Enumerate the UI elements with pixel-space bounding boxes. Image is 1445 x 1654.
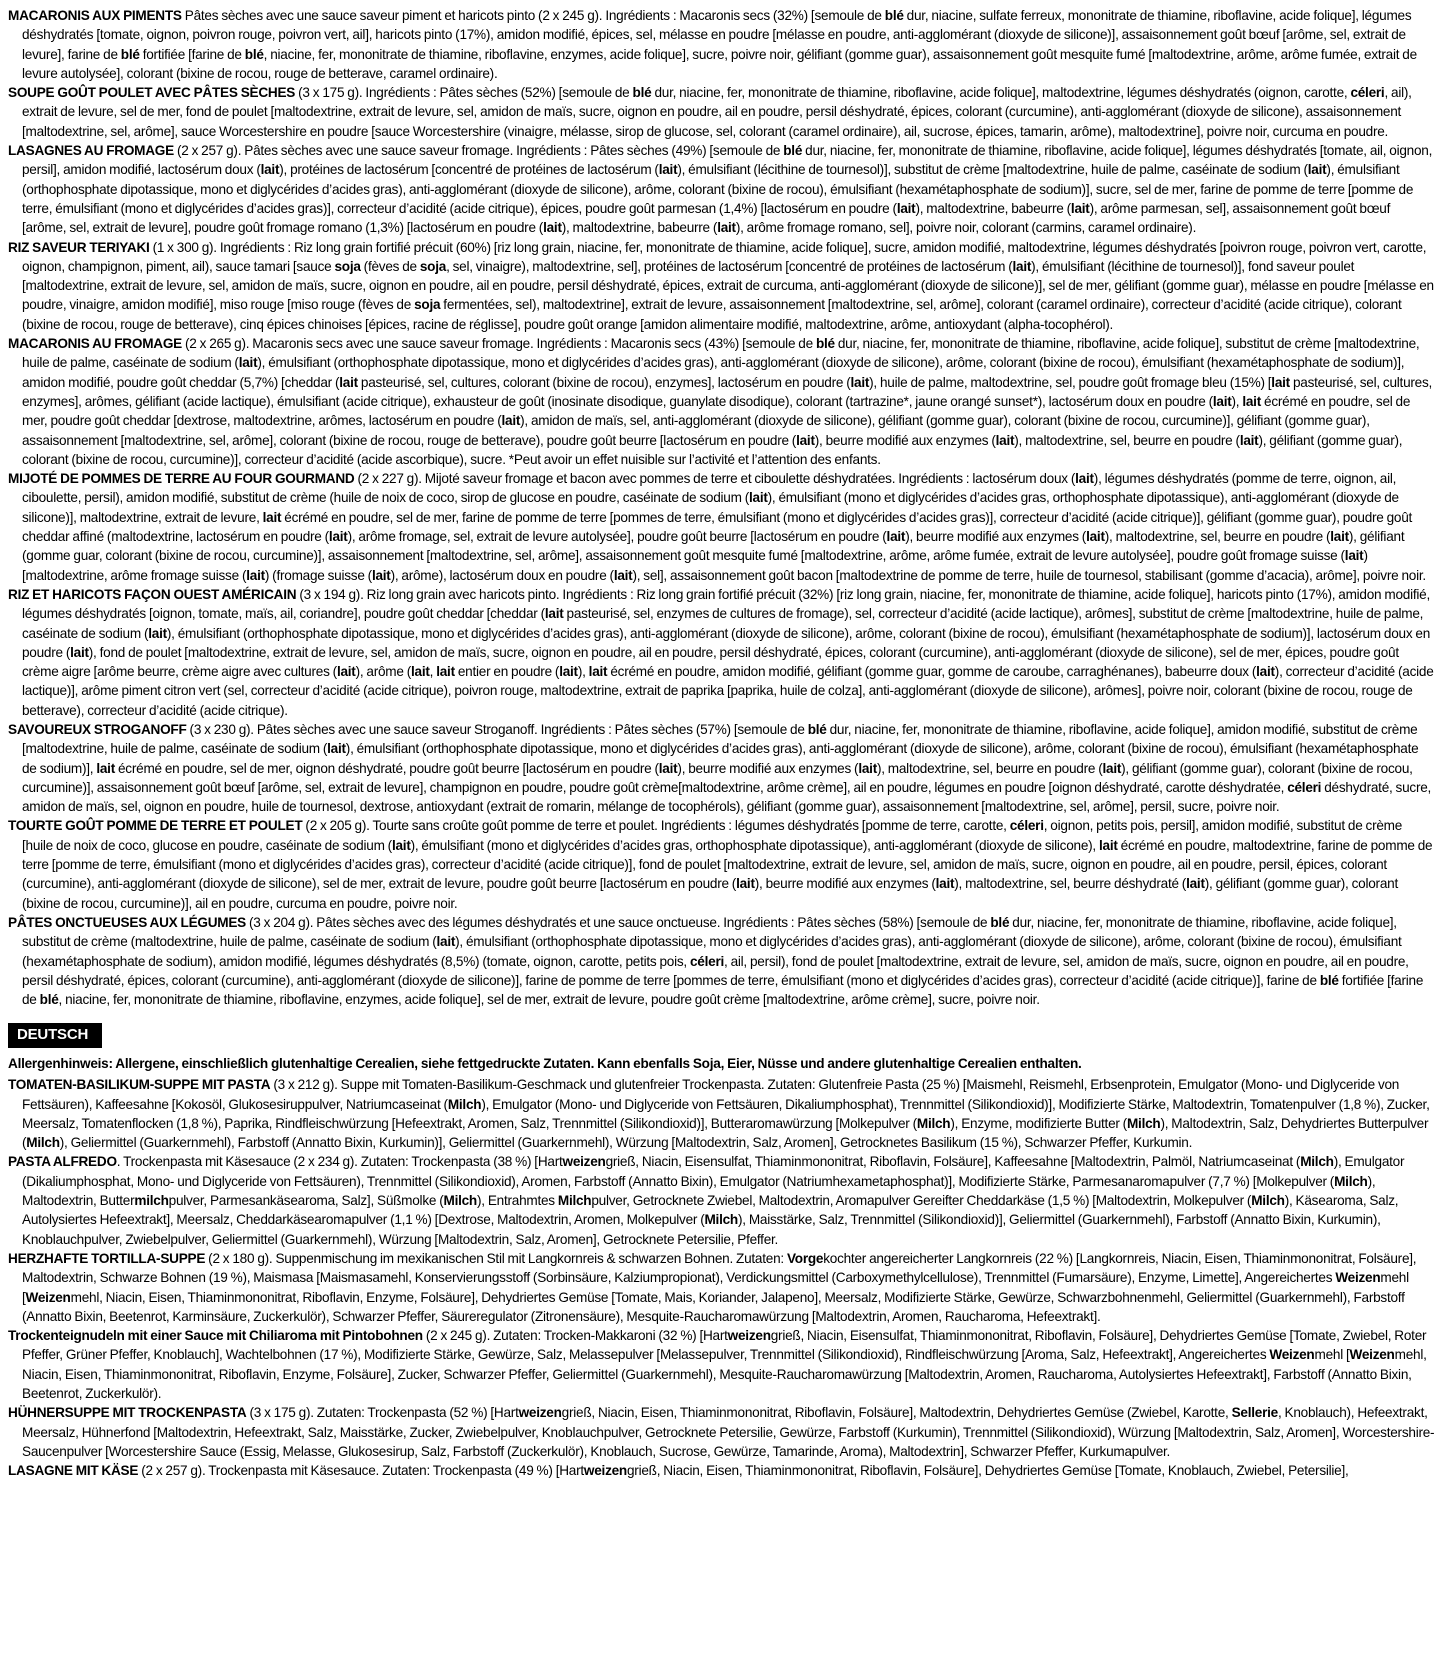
allergen-bold: lait	[1075, 471, 1094, 487]
product-title: SOUPE GOÛT POULET AVEC PÂTES SÈCHES	[8, 85, 296, 101]
allergen-bold: Milch	[26, 1135, 60, 1151]
product-title: RIZ ET HARICOTS FAÇON OUEST AMÉRICAIN	[8, 586, 297, 602]
product-paragraph: SAVOUREUX STROGANOFF (3 x 230 g). Pâtes sèches avec une sauce saveur Stroganoff. Ingrédients : Pâtes sèches (57%) [semoule de blé dur, niacine, fer, mononitrate de thiamine, riboflavine, acide folique], amidon modifié, substitut de crème [maltodextrine, huile de palme, caséinate de sodium (lait), émulsifiant (orthophosphate dipotassique, mono et diglycérides d’acides gras), anti-agglomérant (dioxyde de silicone), arôme, colorant (bixine de rocou), émulsifiant (hexamétaphosphate de sodium)], lait écrémé en poudre, sel de mer, oignon déshydraté, poudre goût beurre [lactosérum en poudre (lait), beurre modifié aux enzymes (lait), maltodextrine, sel, beurre en poudre (lait), gélifiant (gomme guar), colorant (bixine de rocou, curcumine)], assaisonnement goût bœuf [arôme, sel, extrait de levure], champignon en poudre, poudre goût crème[maltodextrine, arôme crème], ail en poudre, légumes en poudre [oignon déshydraté, carotte déshydratée, céleri déshydraté, sucre, amidon de maïs, sel, oignon en poudre, huile de tournesol, dextrose, antioxydant (extrait de romarin, mélange de tocophérols), gélifiant (gomme guar), assaisonnement [maltodextrine, sel, arôme], persil, sucre, poivre noir.	[8, 721, 1432, 815]
allergen-bold: soja	[419, 258, 447, 274]
product-title: SAVOUREUX STROGANOFF	[8, 721, 187, 737]
product-paragraph: TOURTE GOÛT POMME DE TERRE ET POULET (2 x 205 g). Tourte sans croûte goût pomme de terre et poulet. Ingrédients : légumes déshydratés [pomme de terre, carotte, céleri, oignon, petits pois, persil], amidon modifié, substitut de crème [huile de noix de coco, glucose en poudre, caséinate de sodium (lait), émulsifiant (mono et diglycérides d’acides gras, orthophosphate dipotassique), anti-agglomérant (dioxyde de silicone), lait écrémé en poudre, maltodextrine, farine de pomme de terre [pomme de terre, émulsifiant (mono et diglycérides d’acides gras), correcteur d’acidité (acide citrique)], fond de poulet [maltodextrine, extrait de levure, sel, amidon de maïs, sucre, oignon en poudre, ail en poudre, persil, épices, colorant (curcumine), anti-agglomérant (dioxyde de silicone), sel de mer, extrait de levure, poudre goût beurre [lactosérum en poudre (lait), beurre modifié aux enzymes (lait), maltodextrine, sel, beurre déshydraté (lait), gélifiant (gomme guar), colorant (bixine de rocou, curcumine)], ail en poudre, curcuma en poudre, poivre noir.	[8, 818, 1433, 911]
allergen-bold: lait	[995, 432, 1015, 448]
allergen-bold: Sellerie	[1231, 1405, 1278, 1421]
allergen-bold: lait	[935, 876, 955, 892]
allergen-bold: lait	[1212, 393, 1232, 409]
allergen-bold: lait	[1086, 529, 1105, 545]
allergen-bold: lait	[1271, 374, 1290, 390]
allergen-bold: lait	[436, 664, 455, 680]
product-paragraph: MACARONIS AUX PIMENTS Pâtes sèches avec une sauce saveur piment et haricots pinto (2 x 245 g). Ingrédients : Macaronis secs (32%) [semoule de blé dur, niacine, sulfate ferreux, mononitrate de thiamine, riboflavine, acide folique], légumes déshydratés [tomate, oignon, poivron rouge, poivron vert, ail], haricots pinto (17%), amidon modifié, épices, sel, mélasse en poudre [mélasse en poudre, anti-agglomérant (dioxyde de silicone)], assaisonnement goût bœuf [arôme, sel, extrait de levure], farine de blé fortifiée [farine de blé, niacine, fer, mononitrate de thiamine, riboflavine, enzymes, acide folique], sucre, poivre noir, gélifiant (gomme guar), assaisonnement goût mesquite fumé [maltodextrine, arôme, arôme fumée, extrait de levure autolysée], colorant (bixine de rocou, rouge de betterave, caramel ordinaire).	[8, 8, 1417, 81]
allergen-bold: lait	[886, 529, 906, 545]
allergen-bold: blé	[39, 992, 59, 1008]
allergen-bold: soja	[414, 297, 441, 313]
product-paragraph: HERZHAFTE TORTILLA-SUPPE (2 x 180 g). Suppenmischung im mexikanischen Stil mit Langkornreis & schwarzen Bohnen. Zutaten: Vorgekochter angereicherter Langkornreis (22 %) [Langkornreis, Niacin, Eisen, Thiaminmononitrat, Folsäure], Maltodextrin, Schwarze Bohnen (19 %), Maismasa [Maismasamehl, Konservierungsstoff (Sorbinsäure, Kalziumpropionat), Verdickungsmittel (Carboxymethylcellulose), Trennmittel (Fumarsäure), Enzyme, Limette], Angereichertes Weizenmehl [Weizenmehl, Niacin, Eisen, Thiaminmononitrat, Riboflavin, Enzyme, Folsäure], Dehydriertes Gemüse [Tomate, Mais, Koriander, Jalapeno], Meersalz, Modifizierte Stärke, Gewürze, Schwarzbohnenmehl, Geliermittel (Guarkernmehl), Farbstoff (Annatto Bixin, Beetenrot, Karminsäure, Zuckerkulör), Schwarzer Pfeffer, Säureregulator (Zitronensäure), Mesquite-Raucharomawürzung [Maltodextrin, Aromen, Raucharoma, Hefeextrakt].	[8, 1250, 1417, 1324]
allergen-bold: lait	[262, 509, 282, 525]
allergen-bold: lait	[543, 220, 562, 236]
product-paragraph: LASAGNES AU FROMAGE (2 x 257 g). Pâtes sèches avec une sauce saveur fromage. Ingrédients : Pâtes sèches (49%) [semoule de blé dur, niacine, fer, mononitrate de thiamine, riboflavine, acide folique], légumes déshydratés [tomate, ail, oignon, persil], amidon modifié, lactosérum doux (lait), protéines de lactosérum [concentré de protéines de lactosérum (lait), émulsifiant (lécithine de tournesol)], substitut de crème [maltodextrine, huile de palme, caséinate de sodium (lait), émulsifiant (orthophosphate dipotassique, mono et diglycérides d’acides gras), anti-agglomérant (dioxyde de silicone), arôme, colorant (bixine de rocou), émulsifiant (hexamétaphosphate de sodium)], sucre, sel de mer, farine de pomme de terre [pomme de terre, émulsifiant (mono et diglycérides d’acides gras)], correcteur d’acidité (acide citrique), épices, poudre goût parmesan (1,4%) [lactosérum en poudre (lait), maltodextrine, babeurre (lait), arôme parmesan, sel], assaisonnement goût bœuf [arôme, sel, extrait de levure], poudre goût fromage romano (1,3%) [lactosérum en poudre (lait), maltodextrine, babeurre (lait), arôme fromage romano, sel], poivre noir, colorant (carmins, caramel ordinaire).	[8, 143, 1433, 236]
product-paragraph: SOUPE GOÛT POULET AVEC PÂTES SÈCHES (3 x 175 g). Ingrédients : Pâtes sèches (52%) [semoule de blé dur, niacine, fer, mononitrate de thiamine, riboflavine, acide folique], maltodextrine, légumes déshydratés (oignon, carotte, céleri, ail), extrait de levure, sel de mer, fond de poulet [maltodextrine, extrait de levure, sel, amidon de maïs, sucre, oignon en poudre, ail en poudre, persil déshydraté, épices, colorant (curcumine), anti-agglomérant (dioxyde de silicone), assaisonnement [maltodextrine, sel, arôme], sauce Worcestershire en poudre [sauce Worcestershire (vinaigre, mélasse, sirop de glucose, sel, colorant (caramel ordinaire), ail, sucrose, épices, tamarin, arôme), maltodextrine], poivre noir, curcuma en poudre.	[8, 85, 1412, 139]
product-title: TOURTE GOÛT POMME DE TERRE ET POULET	[8, 818, 303, 834]
allergen-bold: milch	[134, 1193, 169, 1209]
allergen-bold: lait	[748, 490, 768, 506]
allergen-bold: weizen	[562, 1154, 606, 1170]
allergen-bold: lait	[260, 162, 280, 178]
allergen-bold: lait	[96, 760, 115, 776]
allergen-bold: lait	[1012, 258, 1032, 274]
allergen-bold: blé	[120, 46, 140, 62]
product-paragraph: RIZ SAVEUR TERIYAKI (1 x 300 g). Ingrédients : Riz long grain fortifié précuit (60%) [riz long grain, niacine, fer, mononitrate de thiamine, acide folique], sucre, amidon modifié, maltodextrine, légumes déshydratés [poivron rouge, poivron vert, carotte, oignon, champignon, piment, ail), sauce tamari [sauce soja (fèves de soja, sel, vinaigre), maltodextrine, sel], protéines de lactosérum [concentré de protéines de lactosérum (lait), émulsifiant (lécithine de tournesol)], fond saveur poulet [maltodextrine, extrait de levure, sel, amidon de maïs, sucre, oignon en poudre, ail en poudre, persil déshydraté, épices, extrait de curcuma, anti-agglomérant (dioxyde de silicone)], sel de mer, gélifiant (gomme guar), mélasse en poudre [mélasse en poudre, vinaigre, amidon modifié], miso rouge [miso rouge (fèves de soja fermentées, sel), maltodextrine], extrait de levure, assaisonnement [maltodextrine, sel, arôme], colorant (caramel ordinaire), correcteur d’acidité (acide citrique), colorant (bixine de rocou, rouge de betterave), cinq épices chinoises [épices, racine de réglisse], poudre goût orange [amidon alimentaire modifié, maltodextrine, arôme, antioxydant (alpha-tocophérol).	[8, 239, 1434, 332]
allergen-bold: lait	[658, 162, 678, 178]
product-title: HÜHNERSUPPE MIT TROCKENPASTA	[8, 1405, 247, 1421]
product-title: HERZHAFTE TORTILLA-SUPPE	[8, 1250, 206, 1266]
product-title: TOMATEN-BASILIKUM-SUPPE MIT PASTA	[8, 1077, 271, 1093]
allergen-bold: lait	[339, 374, 358, 390]
product-paragraph: LASAGNE MIT KÄSE (2 x 257 g). Trockenpasta mit Käsesauce. Zutaten: Trockenpasta (49 %) [Hartweizengrieß, Niacin, Eisen, Thiaminmononitrat, Riboflavin, Folsäure], Dehydriertes Gemüse [Tomate, Knoblauch, Zwiebel, Petersilie],	[8, 1463, 1349, 1479]
allergen-bold: lait	[544, 606, 564, 622]
allergen-bold: lait	[658, 760, 678, 776]
allergen-bold: lait	[1098, 837, 1118, 853]
allergen-bold: lait	[148, 625, 167, 641]
allergen-bold: Milch	[447, 1096, 482, 1112]
product-paragraph: MACARONIS AU FROMAGE (2 x 265 g). Macaronis secs avec une sauce saveur fromage. Ingrédients : Macaronis secs (43%) [semoule de blé dur, niacine, fer, mononitrate de thiamine, riboflavine, acide folique], substitut de crème [maltodextrine, huile de palme, caséinate de sodium (lait), émulsifiant (orthophosphate dipotassique, mono et diglycérides d’acides gras), anti-agglomérant (dioxyde de silicone), arôme, colorant (bixine de rocou), émulsifiant (hexamétaphosphate de sodium)], amidon modifié, poudre goût cheddar (5,7%) [cheddar (lait pasteurisé, sel, cultures, colorant (bixine de rocou), enzymes], lactosérum en poudre (lait), huile de palme, maltodextrine, sel, poudre goût fromage bleu (15%) [lait pasteurisé, sel, cultures, enzymes], arômes, gélifiant (acide lactique), émulsifiant (acide citrique), exhausteur de goût (inosinate disodique, guanylate disodique), colorant (tartrazine*, jaune orangé sunset*), lactosérum doux en poudre (lait), lait écrémé en poudre, sel de mer, poudre goût cheddar [dextrose, maltodextrine, arômes, lactosérum en poudre (lait), amidon de maïs, sel, anti-agglomérant (dioxyde de silicone), gélifiant (gomme guar), colorant (bixine de rocou, curcumine)], gélifiant (gomme guar), assaisonnement [maltodextrine, sel, arôme], colorant (bixine de rocou, rouge de betterave), poudre goût beurre [lactosérum en poudre (lait), beurre modifié aux enzymes (lait), maltodextrine, sel, beurre en poudre (lait), gélifiant (gomme guar), colorant (bixine de rocou, curcumine)], correcteur d’acidité (acide ascorbique), sucre. *Peut avoir un effet nuisible sur l’activité et l’attention des enfants.	[8, 336, 1433, 467]
product-title: PASTA ALFREDO	[8, 1154, 117, 1170]
allergen-bold: blé	[815, 336, 835, 352]
product-paragraph: PÂTES ONCTUEUSES AUX LÉGUMES (3 x 204 g). Pâtes sèches avec des légumes déshydratés et une sauce onctueuse. Ingrédients : Pâtes sèches (58%) [semoule de blé dur, niacine, fer, mononitrate de thiamine, riboflavine, acide folique], substitut de crème (maltodextrine, huile de palme, caséinate de sodium (lait), émulsifiant (orthophosphate dipotassique, mono et diglycérides d’acides gras), anti-agglomérant (dioxyde de silicone), arôme, colorant (bixine de rocou), émulsifiant (hexamétaphosphate de sodium), amidon modifié, légumes déshydratés (8,5%) (tomate, oignon, carotte, petits pois, céleri, ail, persil), fond de poulet [maltodextrine, extrait de levure, sel, amidon de maïs, sucre, oignon en poudre, ail en poudre, persil déshydraté, épices, colorant (curcumine), anti-agglomérant (dioxyde de silicone)], farine de pomme de terre [pommes de terre, émulsifiant (mono et diglycérides d’acides gras), correcteur d’acidité (acide citrique)], farine de blé fortifiée [farine de blé, niacine, fer, mononitrate de thiamine, riboflavine, enzymes, acide folique], sel de mer, extrait de levure, poudre goût crème [maltodextrine, arôme crème], sucre, poivre noir.	[8, 914, 1424, 1008]
product-paragraph: RIZ ET HARICOTS FAÇON OUEST AMÉRICAIN (3 x 194 g). Riz long grain avec haricots pinto. Ingrédients : Riz long grain fortifié précuit (32%) [riz long grain, niacine, fer, mononitrate de thiamine, acide folique], haricots pinto (17%), amidon modifié, légumes déshydratés [oignon, tomate, maïs, ail, coriandre], poudre goût cheddar [cheddar (lait pasteurisé, sel, enzymes de cultures de fromage), sel, correcteur d’acidité (acide lactique), arômes], substitut de crème [maltodextrine, huile de palme, caséinate de sodium (lait), émulsifiant (orthophosphate dipotassique, mono et diglycérides d’acides gras), anti-agglomérant (dioxyde de silicone), arôme, colorant (bixine de rocou), émulsifiant (hexamétaphosphate de sodium)], lactosérum doux en poudre (lait), fond de poulet [maltodextrine, extrait de levure, sel, amidon de maïs, sucre, oignon en poudre, ail en poudre, persil déshydraté, épices, colorant (curcumine), anti-agglomérant (dioxyde de silicone), sel de mer, épices, poudre goût crème aigre [arôme beurre, crème aigre avec cultures (lait), arôme (lait, lait entier en poudre (lait), lait écrémé en poudre, amidon modifié, gélifiant (gomme guar, gomme de caroube, carraghénanes), babeurre doux (lait), correcteur d’acidité (acide lactique)], arôme piment citron vert (sel, correcteur d’acidité (acide citrique), poivron rouge, maltodextrine, extrait de paprika [paprika, huile de colza], anti-agglomérant (dioxyde de silicone), arômes], poivre noir, colorant (bixine de rocou, rouge de betterave), correcteur d’acidité (acide citrique).	[8, 586, 1434, 718]
allergen-bold: céleri	[689, 953, 725, 969]
allergen-bold: Weizen	[1349, 1347, 1395, 1363]
product-paragraph: PASTA ALFREDO. Trockenpasta mit Käsesauce (2 x 234 g). Zutaten: Trockenpasta (38 %) [Hartweizengrieß, Niacin, Eisensulfat, Thiaminmononitrat, Riboflavin, Folsäure], Kaffeesahne [Maltodextrin, Palmöl, Natriumcaseinat (Milch), Emulgator (Dikaliumphosphat, Mono- und Diglyceride von Fettsäuren), Trennmittel (Silikondioxid), Aromen, Farbstoff (Annatto Bixin), Emulgator (Natriumhexametaphosphat)], Modifizierte Stärke, Parmesanaromapulver (7,7 %) [Molkepulver (Milch), Maltodextrin, Buttermilchpulver, Parmesankäsearoma, Salz], Süßmolke (Milch), Entrahmtes Milchpulver, Getrocknete Zwiebel, Maltodextrin, Aromapulver Gereifter Cheddarkäse (1,5 %) [Maltodextrin, Molkepulver (Milch), Käsearoma, Salz, Autolysiertes Hefeextrakt], Meersalz, Cheddarkäsearomapulver (1,1 %) [Dextrose, Maltodextrin, Aromen, Molkepulver (Milch), Maisstärke, Salz, Trennmittel (Silikondioxid)], Geliermittel (Guarkernmehl), Farbstoff (Annatto Bixin, Kurkumin), Knoblauchpulver, Zwiebelpulver, Geliermittel (Guarkernmehl), Würzung [Maltodextrin, Salz, Aromen], Getrocknete Petersilie, Pfeffer.	[8, 1154, 1405, 1247]
allergen-bold: lait	[70, 644, 89, 660]
allergen-bold: blé	[1319, 972, 1339, 988]
allergen-bold: Vorge	[786, 1250, 824, 1266]
product-title: MACARONIS AUX PIMENTS	[8, 8, 182, 23]
allergen-bold: weizen	[518, 1405, 562, 1421]
product-paragraph: HÜHNERSUPPE MIT TROCKENPASTA (3 x 175 g). Zutaten: Trockenpasta (52 %) [Hartweizengrieß, Niacin, Eisen, Thiaminmononitrat, Riboflavin, Folsäure], Maltodextrin, Dehydriertes Gemüse (Zwiebel, Karotte, Sellerie, Knoblauch), Hefeextrakt, Meersalz, Hühnerfond [Maltodextrin, Hefeextrakt, Salz, Maisstärke, Zucker, Zwiebelpulver, Knoblauchpulver, Getrocknete Petersilie, Gewürze, Farbstoff (Kurkumin), Trennmittel (Silikondioxid), Würzung [Maltodextrin, Salz, Aromen], Worcestershire-Saucenpulver [Worcestershire Sauce (Essig, Melasse, Glukosesirup, Salz, Farbstoff (Zuckerkulör), Knoblauch, Sucrose, Gewürze, Tamarinde, Aroma), Maltodextrin], Schwarzer Pfeffer, Kurkumapulver.	[8, 1405, 1435, 1459]
allergen-bold: céleri	[1009, 818, 1044, 834]
allergen-bold: lait	[411, 664, 430, 680]
product-title: MACARONIS AU FROMAGE	[8, 336, 182, 352]
allergen-bold: céleri	[1350, 85, 1385, 101]
allergen-bold: blé	[632, 85, 652, 101]
allergen-note: Allergenhinweis: Allergene, einschließlich glutenhaltige Cerealien, siehe fettgedruckte Zutaten. Kann ebenfalls Soja, Eier, Nüsse und andere glutenhaltige Cerealien enthalten.	[8, 1055, 1082, 1071]
allergen-bold: lait	[736, 876, 755, 892]
allergen-bold: lait	[1070, 200, 1090, 216]
product-paragraph: Trockenteignudeln mit einer Sauce mit Chiliaroma mit Pintobohnen (2 x 245 g). Zutaten: Trocken-Makkaroni (32 %) [Hartweizengrieß, Niacin, Eisensulfat, Thiaminmononitrat, Riboflavin, Folsäure], Dehydriertes Gemüse [Tomate, Zwiebel, Roter Pfeffer, Grüner Pfeffer, Knoblauch], Wachtelbohnen (17 %), Modifizierte Stärke, Gewürze, Salz, Melassepulver [Melassepulver, Trennmittel (Silikondioxid), Rindfleischwürzung [Aroma, Salz, Hefeextrakt], Angereichertes Weizenmehl [Weizenmehl, Niacin, Eisen, Thiaminmononitrat, Riboflavin, Enzyme, Folsäure], Zucker, Schwarzer Pfeffer, Geliermittel (Guarkernmehl), Mesquite-Raucharomawürzung [Maltodextrin, Aromen, Raucharoma, Autolysiertes Hefeextrakt], Farbstoff (Annatto Bixin, Beetenrot, Zuckerkulör).	[8, 1328, 1427, 1401]
allergen-bold: blé	[783, 143, 803, 159]
allergen-bold: blé	[990, 914, 1010, 930]
allergen-bold: lait	[850, 374, 870, 390]
allergen-bold: lait	[501, 413, 521, 429]
product-title: LASAGNES AU FROMAGE	[8, 143, 174, 159]
allergen-bold: blé	[884, 8, 904, 23]
allergen-bold: lait	[613, 567, 633, 583]
allergen-bold: soja	[334, 258, 361, 274]
allergen-bold: lait	[246, 567, 265, 583]
allergen-bold: céleri	[1287, 779, 1322, 795]
allergen-bold: lait	[1330, 529, 1349, 545]
allergen-bold: lait	[1186, 876, 1205, 892]
allergen-bold: lait	[371, 567, 391, 583]
allergen-bold: lait	[238, 355, 258, 371]
allergen-bold: Weizen	[1335, 1270, 1381, 1286]
allergen-bold: blé	[807, 721, 827, 737]
allergen-bold: lait	[896, 200, 916, 216]
allergen-bold: lait	[436, 934, 456, 950]
allergen-bold: Milch	[443, 1193, 477, 1209]
allergen-bold: lait	[327, 741, 346, 757]
allergen-bold: lait	[1102, 760, 1122, 776]
deutsch-language-header: DEUTSCH	[8, 1023, 102, 1048]
allergen-bold: Milch	[1300, 1154, 1334, 1170]
allergen-bold: Milch	[1126, 1115, 1161, 1131]
product-title: Trockenteignudeln mit einer Sauce mit Chiliaroma mit Pintobohnen	[8, 1328, 423, 1344]
product-paragraph: TOMATEN-BASILIKUM-SUPPE MIT PASTA (3 x 212 g). Suppe mit Tomaten-Basilikum-Geschmack und glutenfreier Trockenpasta. Zutaten: Glutenfreie Pasta (25 %) [Maismehl, Reismehl, Erbsenprotein, Emulgator (Mono- und Diglyceride von Fettsäuren), Kaffeesahne [Kokosöl, Glukosesiruppulver, Natriumcaseinat (Milch), Emulgator (Mono- und Diglyceride von Fettsäuren, Dikaliumphosphat), Trennmittel (Silikondioxid)], Modifizierte Stärke, Maltodextrin, Tomatenpulver (1,8 %), Zucker, Meersalz, Tomatenflocken (1,8 %), Paprika, Rindfleischwürzung [Hefeextrakt, Aromen, Salz, Trennmittel (Silikondioxid)], Butteraromawürzung [Molkepulver (Milch), Enzyme, modifizierte Butter (Milch), Maltodextrin, Salz, Dehydriertes Butterpulver (Milch), Geliermittel (Guarkernmehl), Farbstoff (Annatto Bixin, Kurkumin)], Geliermittel (Guarkernmehl), Würzung [Maltodextrin, Salz, Aromen], Getrocknetes Basilikum (15 %), Schwarzer Pfeffer, Kurkumin.	[8, 1077, 1430, 1151]
allergen-bold: lait	[391, 837, 411, 853]
allergen-bold: Milch	[1251, 1193, 1285, 1209]
allergen-bold: Milch	[916, 1115, 951, 1131]
allergen-bold: weizen	[727, 1328, 771, 1344]
allergen-bold: Weizen	[1269, 1347, 1315, 1363]
allergen-bold: Milch	[1334, 1173, 1368, 1189]
allergen-bold: lait	[796, 432, 815, 448]
allergen-bold: weizen	[583, 1463, 627, 1479]
product-title: MIJOTÉ DE POMMES DE TERRE AU FOUR GOURMAND	[8, 471, 355, 487]
allergen-bold: lait	[559, 664, 578, 680]
allergen-bold: lait	[1242, 393, 1261, 409]
allergen-bold: Milch	[557, 1193, 592, 1209]
allergen-bold: lait	[717, 220, 736, 236]
product-title: LASAGNE MIT KÄSE	[8, 1463, 139, 1479]
allergen-bold: lait	[1239, 432, 1259, 448]
allergen-bold: lait	[588, 664, 608, 680]
french-ingredients-section	[8, 6, 1435, 1009]
allergen-bold: lait	[858, 760, 877, 776]
allergen-bold: lait	[1307, 162, 1327, 178]
allergen-bold: Weizen	[25, 1289, 71, 1305]
allergen-bold: lait	[1344, 548, 1364, 564]
allergen-bold: blé	[244, 46, 264, 62]
allergen-bold: lait	[1256, 664, 1275, 680]
product-paragraph: MIJOTÉ DE POMMES DE TERRE AU FOUR GOURMAND (2 x 227 g). Mijoté saveur fromage et bacon avec pommes de terre et ciboulette déshydratées. Ingrédients : lactosérum doux (lait), légumes déshydratés (pomme de terre, oignon, ail, ciboulette, persil), amidon modifié, substitut de crème (huile de noix de coco, sirop de glucose en poudre, caséinate de sodium (lait), émulsifiant (mono et diglycérides d’acides gras, orthophosphate dipotassique), anti-agglomérant (dioxyde de silicone)], maltodextrine, extrait de levure, lait écrémé en poudre, sel de mer, farine de pomme de terre [pommes de terre, émulsifiant (mono et diglycérides d’acides gras)], correcteur d’acidité (acide citrique)], gélifiant (gomme guar), poudre goût cheddar affiné (maltodextrine, lactosérum en poudre (lait), arôme fromage, sel, extrait de levure autolysée], poudre goût beurre [lactosérum en poudre (lait), beurre modifié aux enzymes (lait), maltodextrine, sel, beurre en poudre (lait), gélifiant (gomme guar, colorant (bixine de rocou, curcumine)], assaisonnement [maltodextrine, sel, arôme], assaisonnement goût mesquite fumé [maltodextrine, arôme, arôme fumée, extrait de levure autolysée], poudre goût fromage suisse (lait) [maltodextrine, arôme fromage suisse (lait) (fromage suisse (lait), arôme), lactosérum doux en poudre (lait), sel], assaisonnement goût bacon [maltodextrine de pomme de terre, huile de tournesol, stabilisant (gomme d’acacia), arôme], poivre noir.	[8, 471, 1426, 583]
product-title: RIZ SAVEUR TERIYAKI	[8, 239, 150, 255]
allergen-bold: lait	[336, 664, 356, 680]
allergen-bold: Milch	[704, 1212, 738, 1228]
allergen-bold: lait	[328, 529, 348, 545]
german-ingredients-section	[8, 1075, 1435, 1480]
product-title: PÂTES ONCTUEUSES AUX LÉGUMES	[8, 914, 246, 930]
